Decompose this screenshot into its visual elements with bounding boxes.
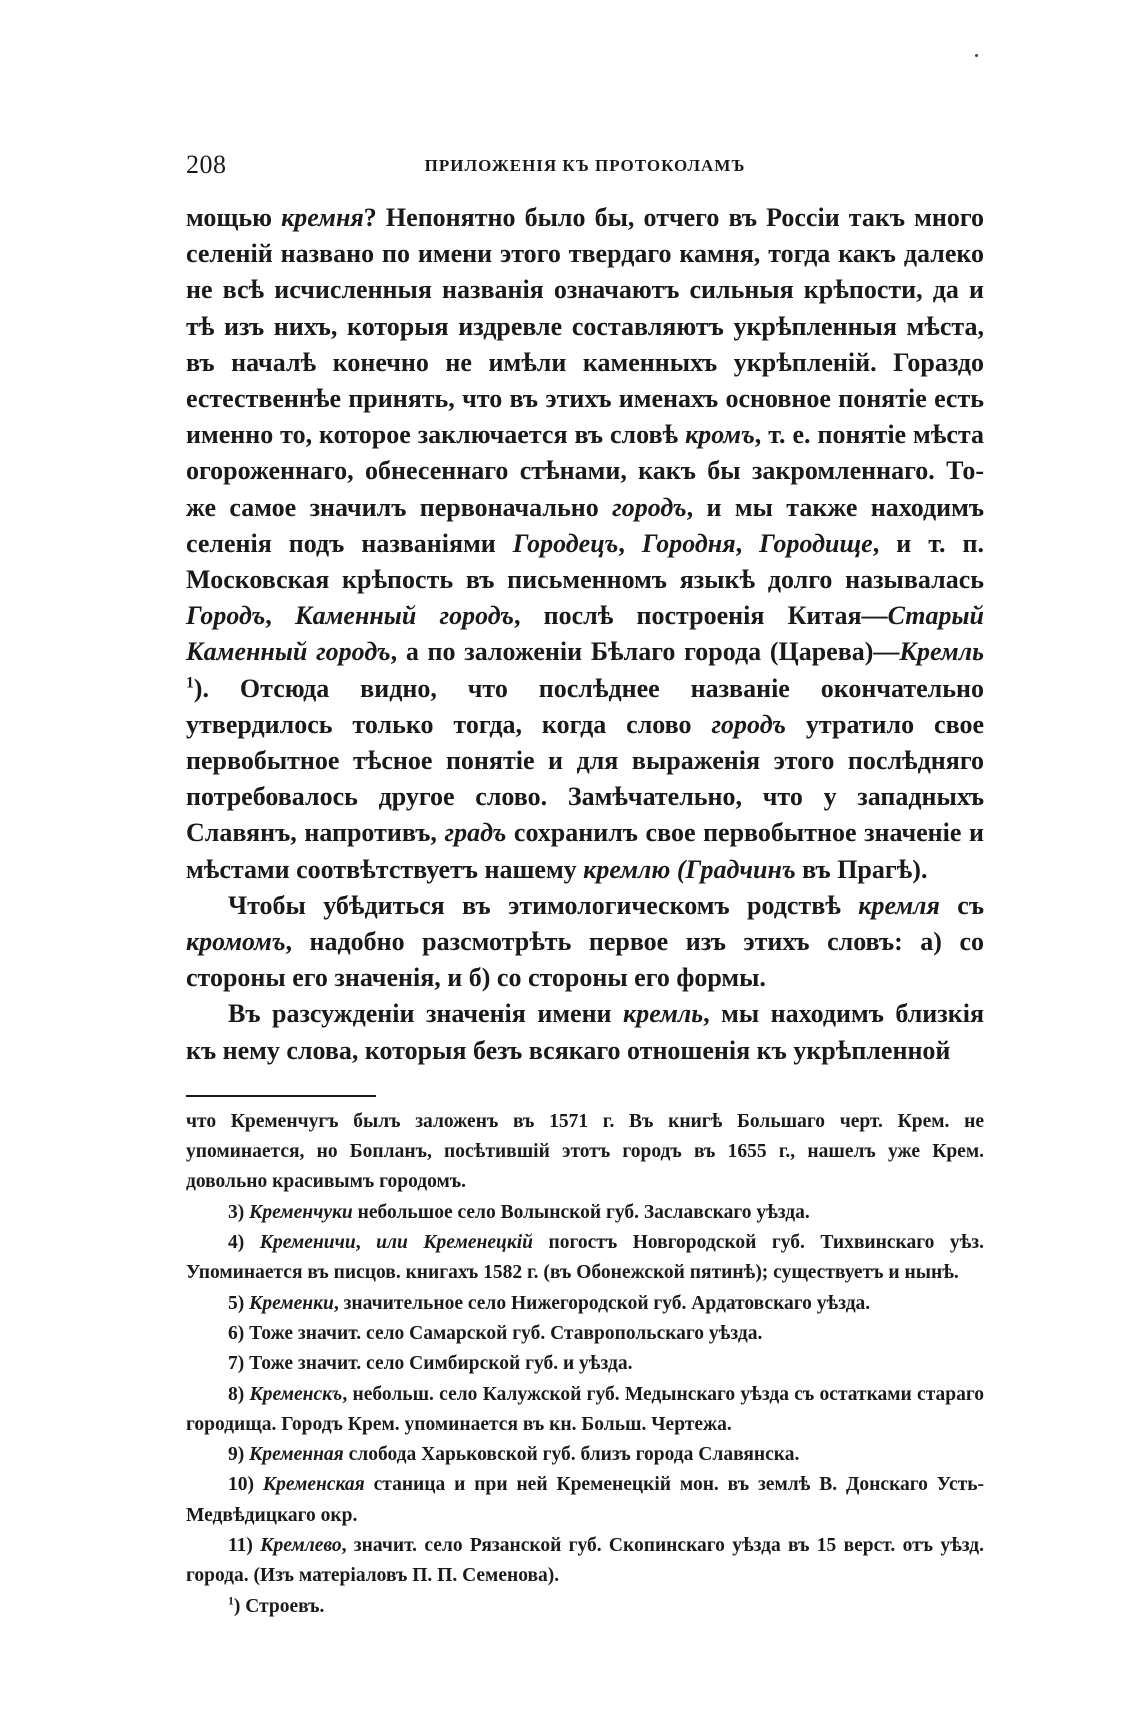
text-run: станица и при ней Кременецкій мон. въ землѣ В. Донскаго Усть-Медвѣдицкаго окр. — [186, 1474, 984, 1526]
italic-term: градъ — [444, 818, 507, 848]
text-run: , — [618, 528, 642, 558]
italic-term: Кременки — [249, 1292, 334, 1314]
text-run: 4) — [228, 1232, 260, 1254]
italic-term: Городня — [641, 528, 736, 558]
italic-term: кромомъ — [186, 927, 286, 957]
text-run: слобода Харьковской губ. близъ города Славянска. — [343, 1444, 800, 1466]
text-run: 7) Тоже значит. село Симбирской губ. и уѣзда. — [228, 1353, 633, 1375]
page-number: 208 — [186, 150, 227, 179]
italic-term: Кременчуки — [249, 1201, 353, 1223]
footnote — [186, 1592, 984, 1622]
footnote — [186, 1228, 984, 1289]
text-run: 8) — [228, 1383, 250, 1405]
italic-term: Старый Каменный городъ — [186, 601, 984, 667]
text-run: , т. е. понятіе мѣста огороженнаго, обнесеннаго стѣнами, какъ бы закромленнаго. То-же самое значилъ первоначально — [186, 420, 984, 522]
italic-term: или Кременецкій — [376, 1232, 533, 1254]
scan-speck — [975, 54, 978, 57]
footnote — [186, 1470, 984, 1531]
text-run: небольшое село Волынской губ. Заславскаго уѣзда. — [352, 1201, 810, 1223]
text-run: съ — [939, 890, 985, 920]
text-run: что Кременчугъ былъ заложенъ въ 1571 г. Въ книгѣ Большаго черт. Крем. не упоминается, но Бопланъ, посѣтившій этотъ городъ въ 1655 г., нашелъ уже Крем. довольно красивымъ городомъ. — [186, 1110, 984, 1193]
text-run: Чтобы убѣдиться въ этимологическомъ родствѣ — [228, 890, 859, 920]
italic-term: Кременская — [262, 1474, 365, 1496]
text-run: , надобно разсмотрѣть первое изъ этихъ словъ: а) со стороны его значенія, и б) со стороны его формы. — [186, 927, 984, 993]
text-run: утратило свое первобытное тѣсное понятіе и для выраженія этого послѣдняго потребовалось другое слово. Замѣчательно, что у западныхъ Славянъ, напротивъ, — [186, 709, 984, 848]
text-run: Въ разсужденіи значенія имени — [228, 999, 624, 1029]
body-paragraph — [186, 888, 984, 997]
footnotes — [186, 1107, 984, 1622]
text-run: , — [735, 528, 760, 558]
footnote-separator — [186, 1095, 376, 1097]
footnote-ref: 1 — [186, 673, 194, 691]
italic-term: Кремлево — [260, 1535, 342, 1557]
italic-term: кромъ — [685, 420, 755, 450]
text-run: 6) Тоже значит. село Самарской губ. Ставропольскаго уѣзда. — [228, 1322, 763, 1344]
italic-term: Кременскъ — [249, 1383, 343, 1405]
text-run: 11) — [228, 1535, 261, 1557]
text-run: , мы находимъ близкія къ нему слова, которыя безъ всякаго отношенія къ укрѣпленной — [186, 999, 985, 1065]
text-run: ). Отсюда видно, что послѣднее названіе окончательно утвердилось только тогда, когда слово — [186, 673, 984, 739]
text-run: , — [355, 1232, 377, 1254]
italic-term: кремля — [858, 890, 940, 920]
text-run: 9) — [228, 1444, 250, 1466]
text-run: , послѣ построенія Китая— — [513, 601, 888, 631]
italic-term: городъ — [711, 709, 786, 739]
text-run: , небольш. село Калужской губ. Медынскаго уѣзда съ остатками стараго городища. Городъ Крем. упоминается въ кн. Больш. Чертежа. — [186, 1383, 984, 1435]
text-run: мощью — [186, 203, 282, 232]
italic-term: Городъ — [186, 601, 266, 631]
footnote — [186, 1349, 984, 1379]
italic-term: кремль — [623, 999, 704, 1029]
footnote — [186, 1319, 984, 1349]
italic-term: Городище — [759, 528, 873, 558]
italic-term: Каменный городъ — [294, 601, 514, 631]
text-run: 5) — [228, 1292, 250, 1314]
text-run: въ Прагѣ). — [795, 854, 928, 884]
italic-term: городъ — [612, 492, 687, 522]
footnote — [186, 1531, 984, 1592]
italic-term: Кременичи — [259, 1232, 356, 1254]
text-run: , и мы также находимъ селенія подъ названіями — [186, 492, 984, 558]
text-run: 3) — [228, 1201, 250, 1223]
body-paragraph — [186, 200, 984, 888]
footnote — [186, 1380, 984, 1441]
footnote-ref: 1 — [228, 1594, 234, 1608]
text-run: погостъ Новгородской губ. Тихвинскаго уѣз. Упоминается въ писцов. книгахъ 1582 г. (въ Обонежской пятинѣ); существуетъ и нынѣ. — [186, 1232, 985, 1284]
text-run: сохранилъ свое первобытное значеніе и мѣстами соотвѣтствуетъ нашему — [186, 818, 984, 884]
text-run: , и т. п. Московская крѣпость въ письменномъ языкѣ долго называлась — [186, 528, 984, 595]
italic-term: кремня — [281, 203, 364, 232]
text-run: 10) — [228, 1474, 263, 1496]
italic-term: Кремль — [899, 637, 984, 667]
footnote — [186, 1107, 984, 1198]
text-run: , значит. село Рязанской губ. Скопинскаго уѣзда въ 15 верст. отъ уѣзд. города. (Изъ матеріаловъ П. П. Семенова). — [186, 1535, 984, 1587]
italic-term: кремлю (Градчинъ — [583, 854, 796, 884]
running-head: ПРИЛОЖЕНІЯ КЪ ПРОТОКОЛАМЪ — [424, 156, 746, 175]
main-text — [186, 200, 984, 1069]
text-run: , а по заложеніи Бѣлаго города (Царева)— — [390, 637, 900, 667]
page-header — [186, 150, 984, 190]
text-run: , — [265, 601, 295, 631]
italic-term: Кременная — [249, 1444, 344, 1466]
footnote — [186, 1440, 984, 1470]
body-paragraph — [186, 996, 984, 1068]
footnote — [186, 1289, 984, 1319]
text-run: ) Строевъ. — [233, 1595, 325, 1617]
text-run: , значительное село Нижегородской губ. Ардатовскаго уѣзда. — [333, 1292, 871, 1314]
footnote — [186, 1198, 984, 1228]
italic-term: Городецъ — [512, 528, 619, 558]
page — [186, 150, 984, 1622]
text-run: ? Непонятно было бы, отчего въ Россіи такъ много селеній названо по имени этого твердаго камня, тогда какъ далеко не всѣ исчисленныя названія означаютъ сильныя крѣпости, да и тѣ изъ нихъ, которыя издревле составляютъ укрѣпленныя мѣста, въ началѣ конечно не имѣли каменныхъ укрѣпленій. Гораздо естественнѣе принять, что въ этихъ именахъ основное понятіе есть именно то, которое заключается въ словѣ — [186, 203, 985, 450]
